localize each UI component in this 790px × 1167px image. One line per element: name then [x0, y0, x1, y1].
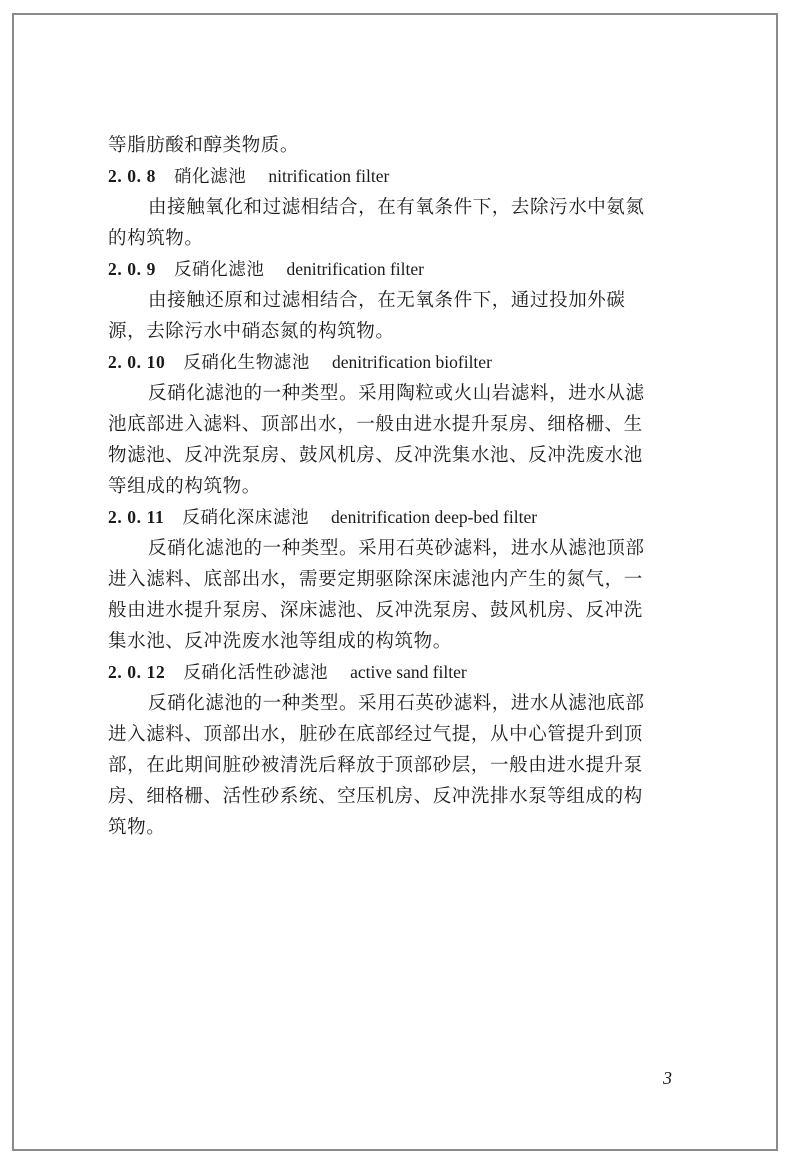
term-english: denitrification biofilter: [332, 352, 492, 372]
term-chinese: 反硝化深床滤池: [182, 508, 310, 528]
term-english: active sand filter: [350, 662, 467, 682]
body-text-line: 房、细格栅、活性砂系统、空压机房、反冲洗排水泵等组成的构: [108, 786, 643, 807]
clause-number: 2. 0. 10: [108, 352, 166, 372]
body-text-line: 反硝化滤池的一种类型。采用陶粒或火山岩滤料，进水从滤: [148, 383, 645, 404]
term-english: denitrification deep-bed filter: [331, 507, 538, 527]
body-text-line: 等组成的构筑物。: [108, 476, 261, 497]
body-text-line: 反硝化滤池的一种类型。采用石英砂滤料，进水从滤池底部: [148, 693, 645, 714]
document-body: [108, 130, 688, 843]
clause-number: 2. 0. 11: [108, 507, 165, 527]
body-text-line: 进入滤料、顶部出水，脏砂在底部经过气提，从中心管提升到顶: [108, 724, 643, 745]
body-text-line: 集水池、反冲洗废水池等组成的构筑物。: [108, 631, 452, 652]
body-text-line: 的构筑物。: [108, 228, 204, 249]
body-text-line: 部，在此期间脏砂被清洗后释放于顶部砂层，一般由进水提升泵: [108, 755, 643, 776]
clause-number: 2. 0. 12: [108, 662, 166, 682]
clause-number: 2. 0. 9: [108, 259, 156, 279]
body-text-line: 池底部进入滤料、顶部出水，一般由进水提升泵房、细格栅、生: [108, 414, 643, 435]
clause-number: 2. 0. 8: [108, 166, 156, 186]
body-text-line: 筑物。: [108, 817, 166, 838]
term-heading: [108, 657, 688, 688]
term-heading: [108, 502, 688, 533]
body-text-line: 源，去除污水中硝态氮的构筑物。: [108, 321, 395, 342]
term-heading: [108, 161, 688, 192]
term-chinese: 反硝化滤池: [173, 260, 265, 280]
term-chinese: 反硝化活性砂滤池: [183, 663, 329, 683]
term-english: denitrification filter: [286, 259, 424, 279]
term-chinese: 硝化滤池: [173, 167, 247, 187]
body-text-line: 进入滤料、底部出水，需要定期驱除深床滤池内产生的氮气，一: [108, 569, 643, 590]
body-text-line: 反硝化滤池的一种类型。采用石英砂滤料，进水从滤池顶部: [148, 538, 645, 559]
body-text-line: 物滤池、反冲洗泵房、鼓风机房、反冲洗集水池、反冲洗废水池: [108, 445, 643, 466]
body-text-line: 般由进水提升泵房、深床滤池、反冲洗泵房、鼓风机房、反冲洗: [108, 600, 643, 621]
term-english: nitrification filter: [268, 166, 390, 186]
body-text-line: 由接触氧化和过滤相结合，在有氧条件下，去除污水中氨氮: [148, 197, 645, 218]
term-heading: [108, 254, 688, 285]
page-number: 3: [663, 1068, 672, 1088]
body-text-line: 等脂肪酸和醇类物质。: [108, 135, 300, 156]
body-text-line: 由接触还原和过滤相结合，在无氧条件下，通过投加外碳: [148, 290, 626, 311]
term-chinese: 反硝化生物滤池: [183, 353, 311, 373]
term-heading: [108, 347, 688, 378]
